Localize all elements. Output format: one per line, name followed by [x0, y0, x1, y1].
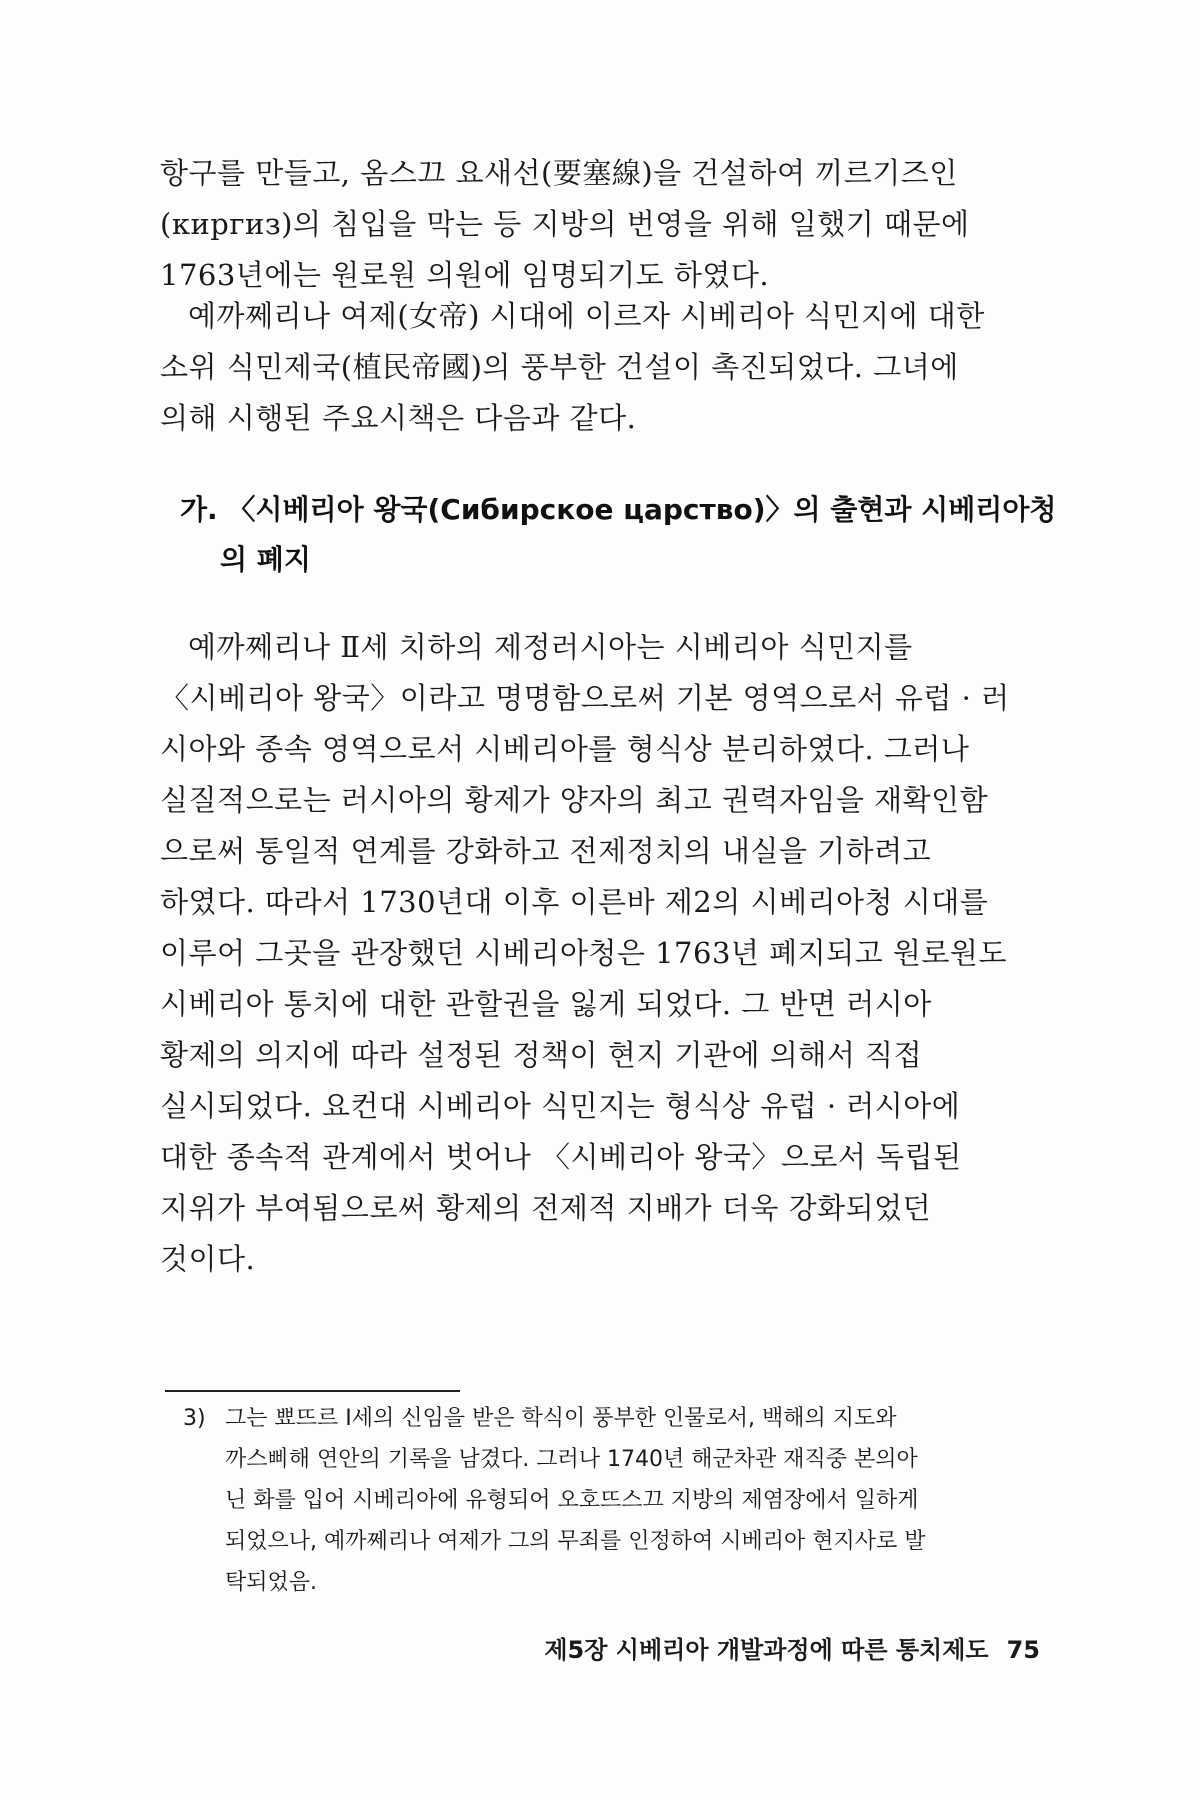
running-footer: [544, 1630, 1040, 1665]
text-line: 시아와 종속 영역으로서 시베리아를 형식상 분리하였다. 그러나: [160, 732, 970, 766]
text-line: 항구를 만들고, 옴스끄 요새선(要塞線)을 건설하여 끼르기즈인: [160, 156, 958, 190]
footnote: [183, 1398, 1033, 1603]
footnote-mark: 3): [183, 1406, 206, 1431]
text-line: 황제의 의지에 따라 설정된 정책이 현지 기관에 의해서 직접: [160, 1038, 923, 1072]
heading-line: 의 폐지: [220, 543, 311, 576]
text-line: 지위가 부여됨으로써 황제의 전제적 지배가 더욱 강화되었던: [160, 1191, 932, 1225]
footnote-line: 탁되었음.: [225, 1570, 318, 1595]
text-line: 소위 식민제국(植民帝國)의 풍부한 건설이 촉진되었다. 그녀에: [160, 350, 959, 384]
text-line: 하였다. 따라서 1730년대 이후 이른바 제2의 시베리아청 시대를: [160, 885, 989, 919]
text-line: 1763년에는 원로원 의원에 임명되기도 하였다.: [160, 258, 770, 292]
text-line: 이루어 그곳을 관장했던 시베리아청은 1763년 폐지되고 원로원도: [160, 936, 1007, 970]
intro-paragraph: [160, 148, 1030, 301]
footnote-line: 까스삐해 연안의 기록을 남겼다. 그러나 1740년 해군차관 재직중 본의아: [225, 1447, 918, 1472]
heading-line: 가. 〈시베리아 왕국(Сибирское царство)〉의 출현과 시베리아청: [180, 493, 1057, 526]
footnote-divider: [165, 1390, 460, 1392]
text-line: 예까쩨리나 Ⅱ세 치하의 제정러시아는 시베리아 식민지를: [188, 630, 913, 664]
text-line: 실질적으로는 러시아의 황제가 양자의 최고 권력자임을 재확인함: [160, 783, 989, 817]
text-line: 의해 시행된 주요시책은 다음과 같다.: [160, 401, 637, 435]
text-line: 〈시베리아 왕국〉이라고 명명함으로써 기본 영역으로서 유럽 · 러: [160, 681, 1010, 715]
text-line: 으로써 통일적 연계를 강화하고 전제정치의 내실을 기하려고: [160, 834, 932, 868]
text-line: 것이다.: [160, 1242, 256, 1276]
second-paragraph: [160, 291, 1030, 444]
chapter-title: 제5장 시베리아 개발과정에 따른 통치제도: [544, 1636, 989, 1664]
text-line: 예까쩨리나 여제(女帝) 시대에 이르자 시베리아 식민지에 대한: [188, 299, 985, 333]
page-number: 75: [1006, 1636, 1040, 1664]
footnote-line: 되었으나, 예까쩨리나 여제가 그의 무죄를 인정하여 시베리아 현지사로 발: [225, 1529, 926, 1554]
footnote-line: 닌 화를 입어 시베리아에 유형되어 오호뜨스끄 지방의 제염장에서 일하게: [225, 1488, 919, 1513]
text-line: 대한 종속적 관계에서 벗어나 〈시베리아 왕국〉으로서 독립된: [160, 1140, 962, 1174]
footnote-line: [183, 1398, 1033, 1439]
footnote-text: 그는 뾰뜨르 I세의 신임을 받은 학식이 풍부한 인물로서, 백해의 지도와: [225, 1406, 897, 1431]
text-line: 시베리아 통치에 대한 관할권을 잃게 되었다. 그 반면 러시아: [160, 987, 932, 1021]
text-line: (киргиз)의 침입을 막는 등 지방의 번영을 위해 일했기 때문에: [160, 207, 970, 241]
body-paragraph: [160, 622, 1030, 1285]
section-heading: [180, 485, 1057, 585]
text-line: 실시되었다. 요컨대 시베리아 식민지는 형식상 유럽 · 러시아에: [160, 1089, 961, 1123]
